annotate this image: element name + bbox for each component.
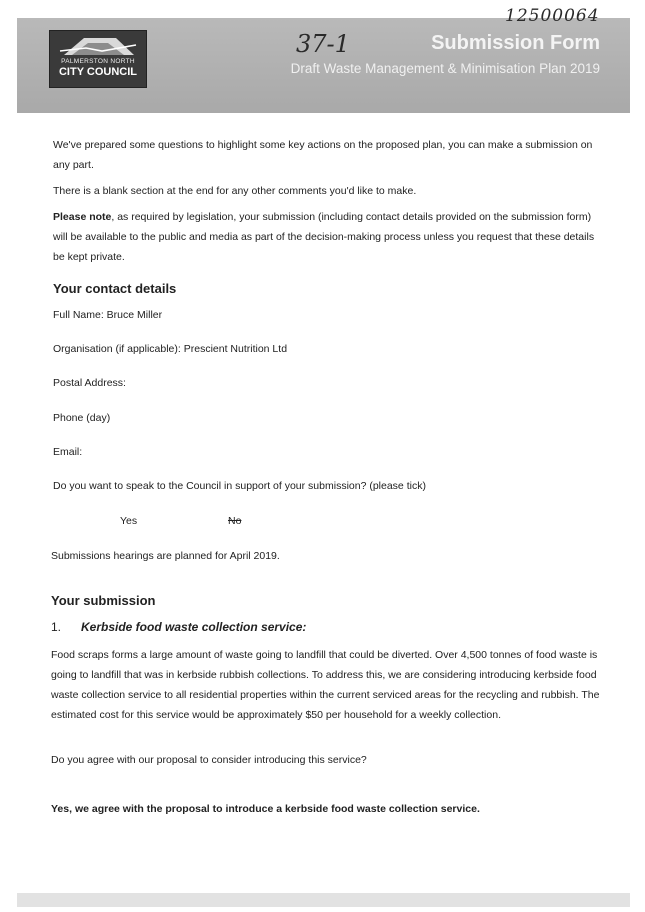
question-1-number: 1.: [51, 620, 62, 634]
privacy-note-text: , as required by legislation, your submission (including contact details provided on the submission form) will be available to the public and media as part of the decision-making process unless you request that these details be kept private.: [53, 211, 595, 263]
handwritten-submission-number: 37-1: [296, 30, 350, 58]
footer-band: [17, 893, 630, 907]
question-1-prompt: Do you agree with our proposal to consider introducing this service?: [51, 754, 367, 766]
logo-graphic: [58, 35, 138, 57]
your-submission-heading: Your submission: [51, 593, 156, 608]
phone-field: Phone (day): [53, 412, 111, 424]
contact-details-heading: Your contact details: [53, 281, 177, 296]
question-1-title: [51, 620, 306, 634]
organisation-field: Organisation (if applicable): Prescient Nutrition Ltd: [53, 343, 288, 355]
logo-text-city: PALMERSTON NORTH: [61, 58, 135, 65]
speak-option-no: No: [228, 515, 242, 527]
speak-question: Do you want to speak to the Council in support of your submission? (please tick): [53, 480, 426, 492]
handwritten-reference-number: 12500064: [505, 6, 600, 26]
full-name-field: Full Name: Bruce Miller: [53, 309, 163, 321]
intro-paragraph-1: We've prepared some questions to highlight some key actions on the proposed plan, you can make a submission on any part.: [53, 139, 593, 171]
question-1-answer: Yes, we agree with the proposal to introduce a kerbside food waste collection service.: [51, 803, 480, 815]
email-field: Email:: [53, 446, 83, 458]
form-title: Submission Form: [431, 32, 600, 54]
hearings-note: Submissions hearings are planned for April 2019.: [51, 550, 280, 562]
question-1-title-text: Kerbside food waste collection service:: [81, 620, 307, 634]
intro-paragraph-3: [53, 207, 598, 267]
council-logo: [49, 30, 147, 88]
form-subtitle: Draft Waste Management & Minimisation Plan 2019: [290, 61, 600, 76]
postal-address-field: Postal Address:: [53, 377, 126, 389]
question-1-body: Food scraps forms a large amount of waste going to landfill that could be diverted. Over 4,500 tonnes of food waste is going to landfill that was in kerbside rubbish collections. To address this, we are considering introducing kerbside food waste collection service to all residential properties within the current serviced areas for the recycling and rubbish. The estimated cost for this service would be approximately $50 per household for a weekly collection.: [51, 649, 600, 721]
intro-paragraph-2: There is a blank section at the end for any other comments you'd like to make.: [53, 185, 417, 197]
logo-text-council: CITY COUNCIL: [58, 66, 138, 78]
please-note-label: Please note: [53, 211, 112, 223]
speak-option-yes: Yes: [120, 515, 138, 527]
